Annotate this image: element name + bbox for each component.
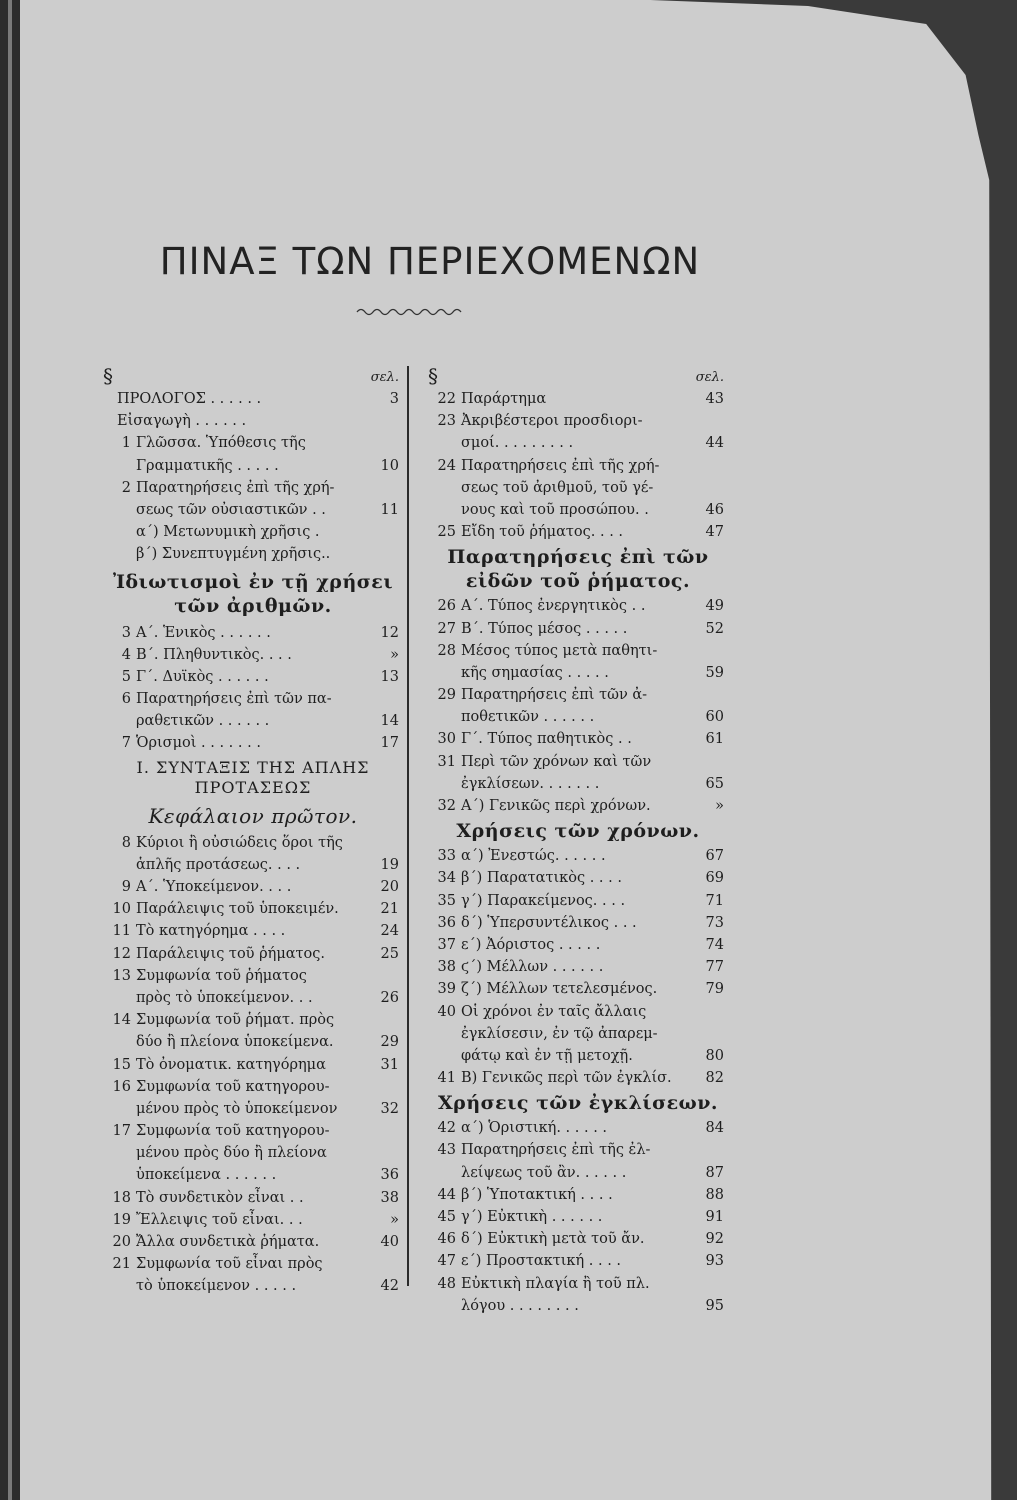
toc-entry-text: κῆς σημασίας . . . . . xyxy=(461,664,609,681)
toc-entry-text: Συμφωνία τοῦ κατηγορου- xyxy=(136,1123,330,1140)
toc-entry xyxy=(428,845,728,867)
toc-entry-continuation xyxy=(103,1098,403,1120)
toc-entry-page: 73 xyxy=(705,914,724,931)
toc-entry-page: 36 xyxy=(380,1167,399,1184)
toc-entry-text: Παρατηρήσεις ἐπὶ τῆς χρή- xyxy=(461,457,660,474)
book-spine-edge xyxy=(0,0,20,1500)
toc-entry-page: 21 xyxy=(380,901,399,918)
toc-entry-number: 36 xyxy=(437,914,456,931)
toc-entry-continuation xyxy=(428,499,728,521)
toc-entry xyxy=(428,1067,728,1089)
toc-entry xyxy=(103,876,403,898)
toc-entry-page: 61 xyxy=(705,731,724,748)
toc-entry-text: Γραμματικῆς . . . . . xyxy=(136,457,279,474)
toc-entry-continuation xyxy=(103,1275,403,1297)
toc-entry xyxy=(428,728,728,750)
toc-entry xyxy=(103,920,403,942)
toc-entry-number: 29 xyxy=(437,687,456,704)
section-heading-continuation: εἰδῶν τοῦ ῥήματος. xyxy=(465,570,691,593)
toc-entry xyxy=(103,965,403,987)
toc-entry-page: 11 xyxy=(380,501,399,518)
toc-entry-continuation xyxy=(428,662,728,684)
toc-entry-continuation xyxy=(428,477,728,499)
toc-entry-continuation xyxy=(428,706,728,728)
toc-entry-text: φάτῳ καὶ ἐν τῇ μετοχῇ. xyxy=(461,1047,633,1064)
toc-entry-number: 38 xyxy=(437,959,456,976)
toc-entry-text: ε΄) Ἀόριστος . . . . . xyxy=(461,936,601,953)
column-header-left xyxy=(103,366,403,388)
toc-entry-text: Τὸ ὀνοματικ. κατηγόρημα xyxy=(136,1056,326,1073)
toc-entry-text: Γ΄. Τύπος παθητικὸς . . xyxy=(461,731,632,748)
toc-entry xyxy=(428,1139,728,1161)
toc-entry-number: 10 xyxy=(112,901,131,918)
toc-entry-text: Οἱ χρόνοι ἐν ταῖς ἄλλαις xyxy=(461,1003,647,1020)
toc-entry-text: Τὸ συνδετικὸν εἶναι . . xyxy=(136,1189,304,1206)
page-title: ΠΙΝΑΞ ΤΩΝ ΠΕΡΙΕΧΟΜΕΝΩΝ xyxy=(159,240,701,283)
toc-entry-text: Γ΄. Δυϊκὸς . . . . . . xyxy=(136,668,269,685)
toc-entry-text: Γλῶσσα. Ὑπόθεσις τῆς xyxy=(136,435,306,452)
toc-entry-page: 24 xyxy=(380,923,399,940)
section-sign: § xyxy=(103,364,113,388)
toc-entry xyxy=(103,622,403,644)
toc-column-right xyxy=(428,366,728,1317)
toc-entry xyxy=(428,388,728,410)
title-ornament xyxy=(355,306,465,318)
toc-entry-number: 46 xyxy=(437,1231,456,1248)
toc-entry-text: Περὶ τῶν χρόνων καὶ τῶν xyxy=(461,753,652,770)
toc-entry-page: 19 xyxy=(380,856,399,873)
toc-entry-text: μένου πρὸς τὸ ὑποκείμενον xyxy=(136,1100,338,1117)
toc-entry-continuation xyxy=(103,1164,403,1186)
toc-entry-text: Α΄) Γενικῶς περὶ χρόνων. xyxy=(461,798,651,814)
toc-entry xyxy=(428,912,728,934)
toc-entry-number: 26 xyxy=(437,598,456,615)
toc-entry xyxy=(428,1001,728,1023)
toc-entry xyxy=(103,1253,403,1275)
toc-entry-number: 7 xyxy=(121,735,131,752)
toc-entry xyxy=(103,410,403,432)
toc-entry-text: ΠΡΟΛΟΓΟΣ . . . . . . xyxy=(117,391,262,407)
toc-entry-number: 2 xyxy=(121,479,131,496)
toc-entry-page: 40 xyxy=(380,1234,399,1250)
toc-entry-number: 40 xyxy=(437,1003,456,1020)
toc-entry-page: 20 xyxy=(380,879,399,895)
toc-entry xyxy=(428,1117,728,1139)
toc-entry-text: Εὐκτικὴ πλαγία ἢ τοῦ πλ. xyxy=(461,1275,650,1292)
toc-entry xyxy=(103,688,403,710)
section-heading: Παρατηρήσεις ἐπὶ τῶν xyxy=(447,546,709,569)
toc-entry-page: 87 xyxy=(705,1164,724,1181)
toc-entry-text: α΄) Μετωνυμικὴ χρῆσις . xyxy=(136,524,320,541)
toc-entry-text: α΄) Ἐνεστώς. . . . . . xyxy=(461,848,606,865)
toc-entry xyxy=(428,618,728,640)
toc-entry xyxy=(428,1184,728,1206)
toc-entry-continuation xyxy=(428,1023,728,1045)
toc-entry-text: Β΄. Πληθυντικὸς. . . . xyxy=(136,646,292,663)
toc-entry xyxy=(428,867,728,889)
toc-entry-number: 48 xyxy=(437,1275,456,1292)
toc-entry-page: 91 xyxy=(705,1209,724,1225)
toc-entry-number: 1 xyxy=(121,435,131,452)
chapter-heading: Κεφάλαιον πρῶτον. xyxy=(148,803,358,828)
toc-entry-text: Ἔλλειψις τοῦ εἶναι. . . xyxy=(136,1211,303,1228)
toc-entry-page: 84 xyxy=(705,1120,724,1137)
toc-column-left xyxy=(103,366,403,1298)
toc-entry-text: Α΄. Ὑποκείμενον. . . . xyxy=(136,879,292,895)
toc-entry xyxy=(103,543,403,565)
toc-entry-number: 45 xyxy=(437,1209,456,1225)
part-heading: I. ΣΥΝΤΑΞΙΣ ΤΗΣ ΑΠΛΗΣ xyxy=(136,757,370,777)
toc-entry-page: 67 xyxy=(705,848,724,865)
toc-entry-text: Β΄. Τύπος μέσος . . . . . xyxy=(461,620,628,637)
toc-entry-page: 13 xyxy=(380,668,399,685)
toc-entry-text: Συμφωνία τοῦ εἶναι πρὸς xyxy=(136,1256,323,1273)
toc-entry-number: 43 xyxy=(437,1142,456,1159)
section-heading: Χρήσεις τῶν χρόνων. xyxy=(456,820,700,843)
toc-entry xyxy=(103,1054,403,1076)
toc-entry-page: 71 xyxy=(705,892,724,909)
toc-entry-number: 24 xyxy=(437,457,456,474)
toc-entry-number: 39 xyxy=(437,981,456,998)
toc-entry-continuation xyxy=(428,1045,728,1067)
toc-entry xyxy=(428,978,728,1000)
toc-entry-page: 69 xyxy=(705,870,724,887)
toc-entry xyxy=(428,890,728,912)
toc-entry-text: α΄) Ὁριστική. . . . . . xyxy=(461,1120,608,1137)
toc-entry-page: 44 xyxy=(705,435,724,452)
toc-entry-page: 82 xyxy=(705,1070,724,1087)
toc-entry-page: 29 xyxy=(380,1034,399,1051)
toc-entry-number: 33 xyxy=(437,848,456,865)
toc-entry-page: 46 xyxy=(705,501,724,518)
toc-entry-number: 19 xyxy=(112,1211,131,1228)
toc-entry xyxy=(103,1209,403,1231)
toc-entry-page: » xyxy=(390,646,399,663)
toc-entry-page: 52 xyxy=(705,620,724,637)
toc-entry-text: νους καὶ τοῦ προσώπου. . xyxy=(461,501,649,518)
toc-entry-text: Β) Γενικῶς περὶ τῶν ἐγκλίσ. xyxy=(461,1070,672,1087)
toc-entry-page: 14 xyxy=(380,713,399,730)
toc-entry-text: ἐγκλίσεων. . . . . . . xyxy=(461,775,600,792)
toc-entry-text: ἐγκλίσεσιν, ἐν τῷ ἀπαρεμ- xyxy=(461,1025,658,1042)
toc-entry-continuation xyxy=(103,854,403,876)
column-divider xyxy=(407,366,409,1286)
toc-entry xyxy=(103,388,403,410)
toc-entry-page: 65 xyxy=(705,775,724,792)
toc-entry-number: 22 xyxy=(437,391,456,407)
toc-entry-continuation xyxy=(428,773,728,795)
section-heading-continuation: τῶν ἀριθμῶν. xyxy=(174,594,332,617)
toc-entry-text: Εἰσαγωγὴ . . . . . . xyxy=(117,413,247,430)
toc-entry xyxy=(428,595,728,617)
toc-entry-page: 3 xyxy=(389,391,399,407)
toc-entry-continuation xyxy=(428,1295,728,1317)
toc-entry-text: Κύριοι ἢ οὐσιώδεις ὅροι τῆς xyxy=(136,834,343,851)
toc-entry-text: β΄) Παρατατικὸς . . . . xyxy=(461,870,622,887)
page-label: σελ. xyxy=(370,370,399,385)
toc-entry xyxy=(103,1076,403,1098)
toc-entry-text: ϛ΄) Μέλλων . . . . . . xyxy=(461,959,604,976)
toc-entry-number: 6 xyxy=(121,691,131,708)
toc-entry-number: 37 xyxy=(437,936,456,953)
toc-entry-page: 12 xyxy=(380,624,399,641)
toc-entry-text: δ΄) Ὑπερσυντέλικος . . . xyxy=(461,914,637,931)
toc-entry-text: Τὸ κατηγόρημα . . . . xyxy=(136,923,286,940)
toc-entry-page: 80 xyxy=(705,1047,724,1064)
toc-entry-text: σμοί. . . . . . . . . xyxy=(461,435,574,452)
toc-entry-number: 20 xyxy=(112,1234,131,1250)
toc-entry-number: 41 xyxy=(437,1070,456,1087)
toc-entry-continuation xyxy=(103,710,403,732)
toc-entry-number: 13 xyxy=(112,967,131,984)
toc-entry xyxy=(428,640,728,662)
toc-entry xyxy=(428,521,728,543)
toc-entry xyxy=(103,432,403,454)
toc-entry-text: Συμφωνία τοῦ ῥήματος xyxy=(136,967,307,984)
toc-entry-text: Παρατηρήσεις ἐπὶ τῆς ἐλ- xyxy=(461,1142,651,1159)
section-sign: § xyxy=(428,364,438,388)
toc-entry-text: β΄) Ὑποτακτική . . . . xyxy=(461,1186,613,1203)
toc-entry-text: σεως τῶν οὐσιαστικῶν . . xyxy=(136,501,326,518)
toc-entry-text: Εἴδη τοῦ ῥήματος. . . . xyxy=(461,524,624,541)
toc-entry-number: 42 xyxy=(437,1120,456,1137)
toc-entry-number: 3 xyxy=(121,624,131,641)
toc-entry-number: 12 xyxy=(112,945,131,962)
column-header-right xyxy=(428,366,728,388)
toc-entry-number: 27 xyxy=(437,620,456,637)
toc-entry-text: Συμφωνία τοῦ ῥήματ. πρὸς xyxy=(136,1012,335,1029)
toc-entry-text: λείψεως τοῦ ἂν. . . . . . xyxy=(461,1164,627,1181)
toc-entry xyxy=(103,832,403,854)
toc-entry xyxy=(428,1228,728,1250)
toc-entry-number: 8 xyxy=(121,834,131,851)
toc-entry xyxy=(103,477,403,499)
toc-entry-text: β΄) Συνεπτυγμένη χρῆσις.. xyxy=(136,546,331,563)
toc-entry-page: 74 xyxy=(705,936,724,953)
toc-entry-continuation xyxy=(428,432,728,454)
toc-entry-number: 25 xyxy=(437,524,456,541)
toc-entry xyxy=(103,1009,403,1031)
toc-entry-page: 32 xyxy=(380,1100,399,1117)
toc-entry xyxy=(103,644,403,666)
toc-entry-page: 92 xyxy=(705,1231,724,1248)
toc-entry-text: ποθετικῶν . . . . . . xyxy=(461,709,595,726)
toc-entry xyxy=(428,410,728,432)
toc-entry-page: 49 xyxy=(705,598,724,615)
toc-entry-page: 79 xyxy=(705,981,724,998)
toc-entry-number: 23 xyxy=(437,413,456,430)
toc-entry-number: 5 xyxy=(121,668,131,685)
toc-entry-number: 9 xyxy=(121,879,131,895)
toc-entry-number: 17 xyxy=(112,1123,131,1140)
toc-entry-continuation xyxy=(103,1142,403,1164)
toc-entry-text: Παράρτημα xyxy=(461,391,547,407)
toc-entry xyxy=(428,751,728,773)
section-heading: Ἰδιωτισμοὶ ἐν τῇ χρήσει xyxy=(112,570,394,593)
toc-entry-page: 88 xyxy=(705,1186,724,1203)
toc-entry-text: ζ΄) Μέλλων τετελεσμένος. xyxy=(461,981,658,998)
toc-entry xyxy=(103,1187,403,1209)
toc-entry-text: Ἀκριβέστεροι προσδιορι- xyxy=(461,413,643,430)
toc-entry-number: 15 xyxy=(112,1056,131,1073)
toc-entry-text: Παράλειψις τοῦ ὑποκειμέν. xyxy=(136,901,339,918)
toc-entry-page: 31 xyxy=(380,1056,399,1073)
toc-entry-page: 93 xyxy=(705,1253,724,1270)
toc-entry-text: γ΄) Παρακείμενος. . . . xyxy=(461,892,626,909)
toc-entry-number: 31 xyxy=(437,753,456,770)
toc-entry-number: 32 xyxy=(437,798,456,814)
toc-entry-text: Α΄. Τύπος ἐνεργητικὸς . . xyxy=(461,598,646,615)
toc-entry-text: δ΄) Εὐκτικὴ μετὰ τοῦ ἄν. xyxy=(461,1231,645,1248)
toc-entry-page: 38 xyxy=(380,1189,399,1206)
toc-entry-text: Παράλειψις τοῦ ῥήματος. xyxy=(136,945,326,962)
toc-entry-continuation xyxy=(103,499,403,521)
toc-entry-text: Παρατηρήσεις ἐπὶ τῶν πα- xyxy=(136,691,332,708)
toc-entry-number: 14 xyxy=(112,1012,131,1029)
toc-entry-continuation xyxy=(103,987,403,1009)
toc-entry-page: 47 xyxy=(705,524,724,541)
toc-entry-text: Μέσος τύπος μετὰ παθητι- xyxy=(461,642,658,659)
toc-entry-text: Παρατηρήσεις ἐπὶ τῶν ἀ- xyxy=(461,687,648,704)
toc-entry-page: 95 xyxy=(705,1297,724,1314)
toc-entry xyxy=(103,666,403,688)
toc-entry-number: 28 xyxy=(437,642,456,659)
toc-entry xyxy=(428,956,728,978)
toc-entry xyxy=(428,684,728,706)
toc-entry-text: ἁπλῆς προτάσεως. . . . xyxy=(136,856,301,873)
toc-entry-number: 21 xyxy=(112,1256,131,1273)
toc-entry xyxy=(103,1231,403,1253)
toc-entry-continuation xyxy=(103,1031,403,1053)
toc-entry-text: πρὸς τὸ ὑποκείμενον. . . xyxy=(136,989,313,1006)
toc-entry-page: 59 xyxy=(705,664,724,681)
toc-entry-text: Ἄλλα συνδετικὰ ῥήματα. xyxy=(136,1234,320,1250)
toc-entry xyxy=(428,1206,728,1228)
section-heading: Χρήσεις τῶν ἐγκλίσεων. xyxy=(437,1092,719,1115)
toc-entry-number: 44 xyxy=(437,1186,456,1203)
toc-entry xyxy=(103,521,403,543)
toc-entry xyxy=(103,732,403,754)
toc-entry-text: σεως τοῦ ἀριθμοῦ, τοῦ γέ- xyxy=(461,479,654,496)
toc-entry-text: Α΄. Ἑνικὸς . . . . . . xyxy=(136,624,271,641)
toc-entry-number: 35 xyxy=(437,892,456,909)
toc-entry-page: 77 xyxy=(705,959,724,976)
toc-entry-page: 17 xyxy=(380,735,399,752)
toc-entry xyxy=(428,934,728,956)
toc-entry-page: 60 xyxy=(705,709,724,726)
toc-entry xyxy=(103,898,403,920)
toc-entry-page: 43 xyxy=(705,391,724,407)
toc-entry-text: τὸ ὑποκείμενον . . . . . xyxy=(136,1278,297,1295)
toc-entry-text: ραθετικῶν . . . . . . xyxy=(136,713,270,730)
toc-entry-text: ε΄) Προστακτική . . . . xyxy=(461,1253,622,1270)
toc-entry-page: 42 xyxy=(380,1278,399,1295)
toc-entry-number: 18 xyxy=(112,1189,131,1206)
toc-entry-text: ὑποκείμενα . . . . . . xyxy=(136,1167,277,1184)
toc-entry-continuation xyxy=(428,1162,728,1184)
toc-entry-number: 16 xyxy=(112,1078,131,1095)
toc-entry-text: Συμφωνία τοῦ κατηγορου- xyxy=(136,1078,330,1095)
part-heading-continuation: ΠΡΟΤΑΣΕΩΣ xyxy=(194,777,312,797)
toc-entry xyxy=(428,1250,728,1272)
toc-entry-page: » xyxy=(715,798,724,814)
toc-entry-text: γ΄) Εὐκτικὴ . . . . . . xyxy=(461,1209,603,1225)
page-label: σελ. xyxy=(695,370,724,385)
toc-entry-text: Παρατηρήσεις ἐπὶ τῆς χρή- xyxy=(136,479,335,496)
toc-entry-number: 30 xyxy=(437,731,456,748)
toc-entry xyxy=(103,943,403,965)
toc-entry-number: 34 xyxy=(437,870,456,887)
toc-entry xyxy=(428,1273,728,1295)
toc-entry xyxy=(103,1120,403,1142)
toc-entry-text: λόγου . . . . . . . . xyxy=(461,1297,579,1314)
toc-entry-number: 11 xyxy=(112,923,131,940)
toc-entry-number: 4 xyxy=(121,646,131,663)
toc-entry-page: 10 xyxy=(380,457,399,474)
toc-entry-text: δύο ἢ πλείονα ὑποκείμενα. xyxy=(136,1034,334,1051)
toc-entry-page: 26 xyxy=(380,989,399,1006)
toc-entry-number: 47 xyxy=(437,1253,456,1270)
toc-entry-page: » xyxy=(390,1211,399,1228)
toc-entry xyxy=(428,795,728,817)
toc-entry xyxy=(428,455,728,477)
toc-entry-continuation xyxy=(103,455,403,477)
toc-entry-page: 25 xyxy=(380,945,399,962)
toc-entry-text: μένου πρὸς δύο ἢ πλείονα xyxy=(136,1145,327,1162)
toc-entry-text: Ὁρισμοὶ . . . . . . . xyxy=(136,735,261,752)
